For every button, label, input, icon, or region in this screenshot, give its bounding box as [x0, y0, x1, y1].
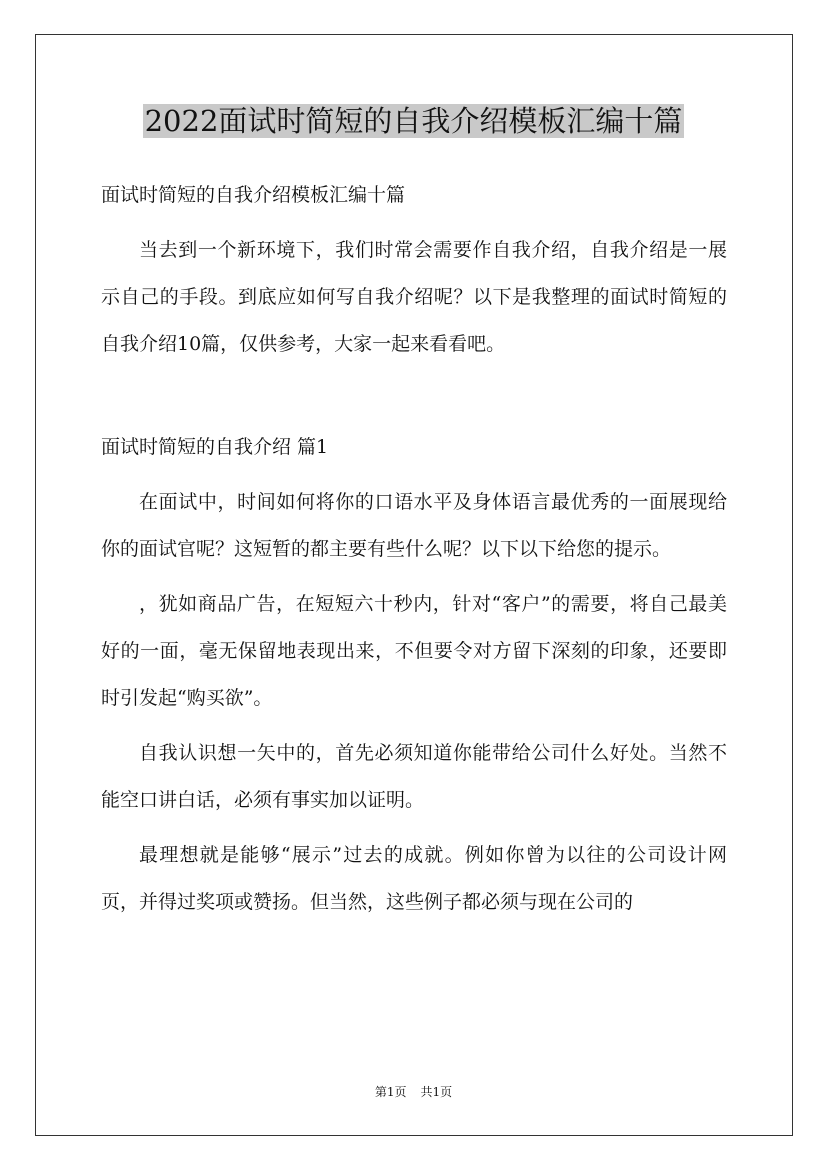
body-paragraph: 自我认识想一矢中的，首先必须知道你能带给公司什么好处。当然不能空口讲白话，必须有事实加以证明。	[101, 742, 727, 811]
intro-paragraph: 当去到一个新环境下，我们时常会需要作自我介绍，自我介绍是一展示自己的手段。到底应如何写自我介绍呢？以下是我整理的面试时简短的自我介绍10篇，仅供参考，大家一起来看看吧。	[101, 239, 727, 355]
page-total: 共1页	[420, 1085, 453, 1099]
document-body	[101, 172, 727, 934]
document-subtitle: 面试时简短的自我介绍模板汇编十篇	[101, 184, 406, 206]
document-title	[0, 100, 827, 142]
document-title-text: 2022面试时简短的自我介绍模板汇编十篇	[144, 104, 683, 138]
page-number: 第1页	[374, 1085, 407, 1099]
page-footer	[0, 1083, 827, 1101]
body-paragraph: ，犹如商品广告，在短短六十秒内，针对“客户”的需要，将自己最美好的一面，毫无保留地表现出来，不但要令对方留下深刻的印象，还要即时引发起“购买欲”。	[101, 593, 727, 709]
section-heading: 面试时简短的自我介绍 篇1	[101, 436, 329, 458]
body-paragraph: 在面试中，时间如何将你的口语水平及身体语言最优秀的一面展现给你的面试官呢？这短暂的都主要有些什么呢？以下以下给您的提示。	[101, 491, 727, 560]
body-paragraph: 最理想就是能够“展示”过去的成就。例如你曾为以往的公司设计网页，并得过奖项或赞扬。但当然，这些例子都必须与现在公司的	[101, 844, 727, 913]
